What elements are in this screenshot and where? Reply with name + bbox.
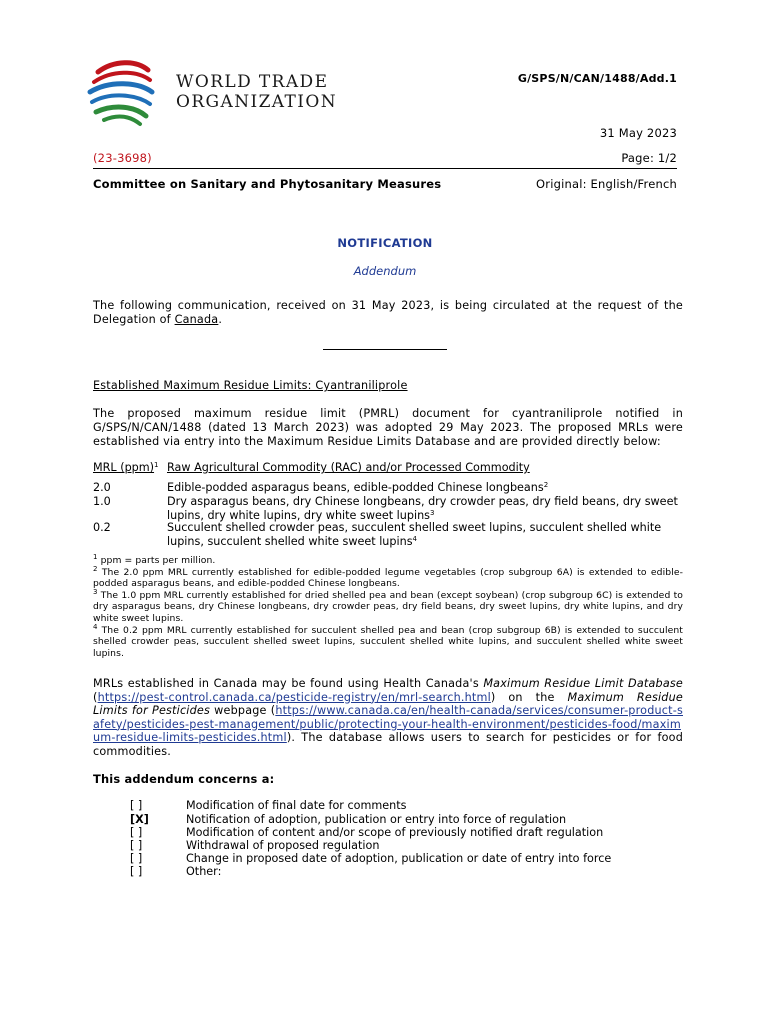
committee-name: Committee on Sanitary and Phytosanitary Measures <box>93 177 442 191</box>
addendum-subtitle: Addendum <box>353 264 417 278</box>
option-label: Notification of adoption, publication or entry into force of regulation <box>186 813 567 826</box>
body-paragraph-1: The proposed maximum residue limit (PMRL) document for cyantraniliprole notified in G/SPS/N/CAN/1488 (dated 13 March 2023) was adopted 29 May 2023. The proposed MRLs were established via entry into the Maximum Residue Limits Database and are provided directly below: <box>93 407 683 448</box>
footnote-ref: 2 <box>543 481 549 489</box>
org-line-1: WORLD TRADE <box>176 72 329 92</box>
mrl-commodity <box>167 495 683 522</box>
section-title: Established Maximum Residue Limits: Cyantraniliprole <box>93 379 408 392</box>
intro-paragraph <box>93 299 683 327</box>
option-label: Modification of content and/or scope of previously notified draft regulation <box>186 826 604 839</box>
footnote-ref: 3 <box>430 508 435 517</box>
footnote-text: The 2.0 ppm MRL currently established for edible-podded legume vegetables (crop subgroup 6A) is extended to edible-podded asparagus beans, and edible-podded Chinese longbeans. <box>93 566 683 590</box>
notification-title: NOTIFICATION <box>337 236 433 250</box>
document-date: 31 May 2023 <box>599 126 677 140</box>
option-label: Other: <box>186 865 222 878</box>
mrl-col-header <box>93 461 159 475</box>
para2-text: webpage ( <box>210 704 276 717</box>
footnote-number: 4 <box>93 622 98 631</box>
footnote <box>93 555 683 567</box>
para2-text: ). The database allows users to search for pesticides or for food commodities. <box>93 731 683 758</box>
mrl-commodity <box>167 481 683 495</box>
intro-text: The following communication, received on 31 May 2023, is being circulated at the request of the Delegation of <box>93 299 683 326</box>
mrl-col-header-text: MRL (ppm) <box>93 461 155 474</box>
mrl-webpage-link[interactable]: https://www.canada.ca/en/health-canada/services/consumer-product-safety/pesticides-pest-management/public/protecting-your-health-environment/pesticides-food/maximum-residue-limits-pesticides.html <box>93 704 683 744</box>
footnote-text: The 1.0 ppm MRL currently established for dried shelled pea and bean (except soybean) (crop subgroup 6C) is extended to dry asparagus beans, dry Chinese longbeans, dry crowder peas, dry field beans, dry sweet lupins, dry white lupins, and dry white sweet lupins. <box>93 589 683 624</box>
footnote-text: The 0.2 ppm MRL currently established for succulent shelled pea and bean (crop subgroup 6B) is extended to succulent shelled crowder peas, succulent shelled sweet lupins, succulent shelled white lupins, and succulent shelled white sweet lupins. <box>93 624 683 659</box>
header-divider <box>93 168 677 169</box>
intro-country: Canada <box>174 313 219 326</box>
addendum-heading: This addendum concerns a: <box>93 772 275 786</box>
checkbox-marker: [ ] <box>130 852 143 865</box>
reference-number: (23-3698) <box>93 151 152 165</box>
mrl-value: 2.0 <box>93 481 111 494</box>
footnote-number: 3 <box>93 587 98 596</box>
mrl-commodity <box>167 521 683 548</box>
para2-text: MRLs established in Canada may be found using Health Canada's <box>93 677 484 690</box>
mrl-table-row <box>93 481 683 495</box>
para2-text: ) on the <box>490 690 568 704</box>
checkbox-marker: [ ] <box>130 826 143 839</box>
page-number: Page: 1/2 <box>621 151 677 165</box>
para2-text: ( <box>93 690 98 704</box>
commodity-col-header: Raw Agricultural Commodity (RAC) and/or Processed Commodity <box>167 461 530 474</box>
checkbox-marker: [ ] <box>130 839 143 852</box>
separator-line <box>323 349 447 350</box>
footnote <box>93 622 683 660</box>
mrl-value: 0.2 <box>93 521 111 534</box>
mrl-table-row <box>93 521 683 549</box>
mrl-value: 1.0 <box>93 495 111 508</box>
footnote <box>93 587 683 625</box>
intro-period: . <box>218 313 223 326</box>
option-label: Withdrawal of proposed regulation <box>186 839 380 852</box>
footnote-number: 1 <box>93 553 98 561</box>
footnote <box>93 564 683 590</box>
mrl-table-row <box>93 495 683 523</box>
footnote-ref: 4 <box>412 534 417 543</box>
mrl-commodity-text: Succulent shelled crowder peas, succulent shelled sweet lupins, succulent shelled white lupins, succulent shelled white sweet lupins <box>167 521 662 548</box>
footnote-number: 2 <box>93 564 98 573</box>
mrl-col-header-sup: 1 <box>154 461 159 469</box>
document-symbol: G/SPS/N/CAN/1488/Add.1 <box>517 72 677 85</box>
option-label: Change in proposed date of adoption, publication or date of entry into force <box>186 852 612 865</box>
wto-wordmark <box>176 72 337 112</box>
option-label: Modification of final date for comments <box>186 799 407 812</box>
mrl-table-header <box>93 461 683 475</box>
body-paragraph-2 <box>93 677 683 758</box>
mrl-commodity-text: Edible-podded asparagus beans, edible-podded Chinese longbeans <box>167 481 544 494</box>
mrl-database-name: Maximum Residue Limit Database <box>483 677 684 690</box>
mrl-database-link[interactable]: https://pest-control.canada.ca/pesticide-registry/en/mrl-search.html <box>97 690 491 704</box>
org-line-2: ORGANIZATION <box>176 92 338 112</box>
footnote-text: ppm = parts per million. <box>97 555 216 566</box>
checkbox-marker: [ ] <box>130 865 143 878</box>
wto-emblem-icon <box>84 56 174 128</box>
mrl-commodity-text: Dry asparagus beans, dry Chinese longbeans, dry crowder peas, dry field beans, dry sweet lupins, dry white lupins, dry white sweet lupins <box>167 495 678 522</box>
footnotes <box>93 555 683 659</box>
original-languages: Original: English/French <box>536 177 677 191</box>
mrl-webpage-name: Maximum Residue Limits for Pesticides <box>93 690 683 717</box>
checkbox-marker: [X] <box>130 813 149 826</box>
checkbox-marker: [ ] <box>130 799 143 812</box>
